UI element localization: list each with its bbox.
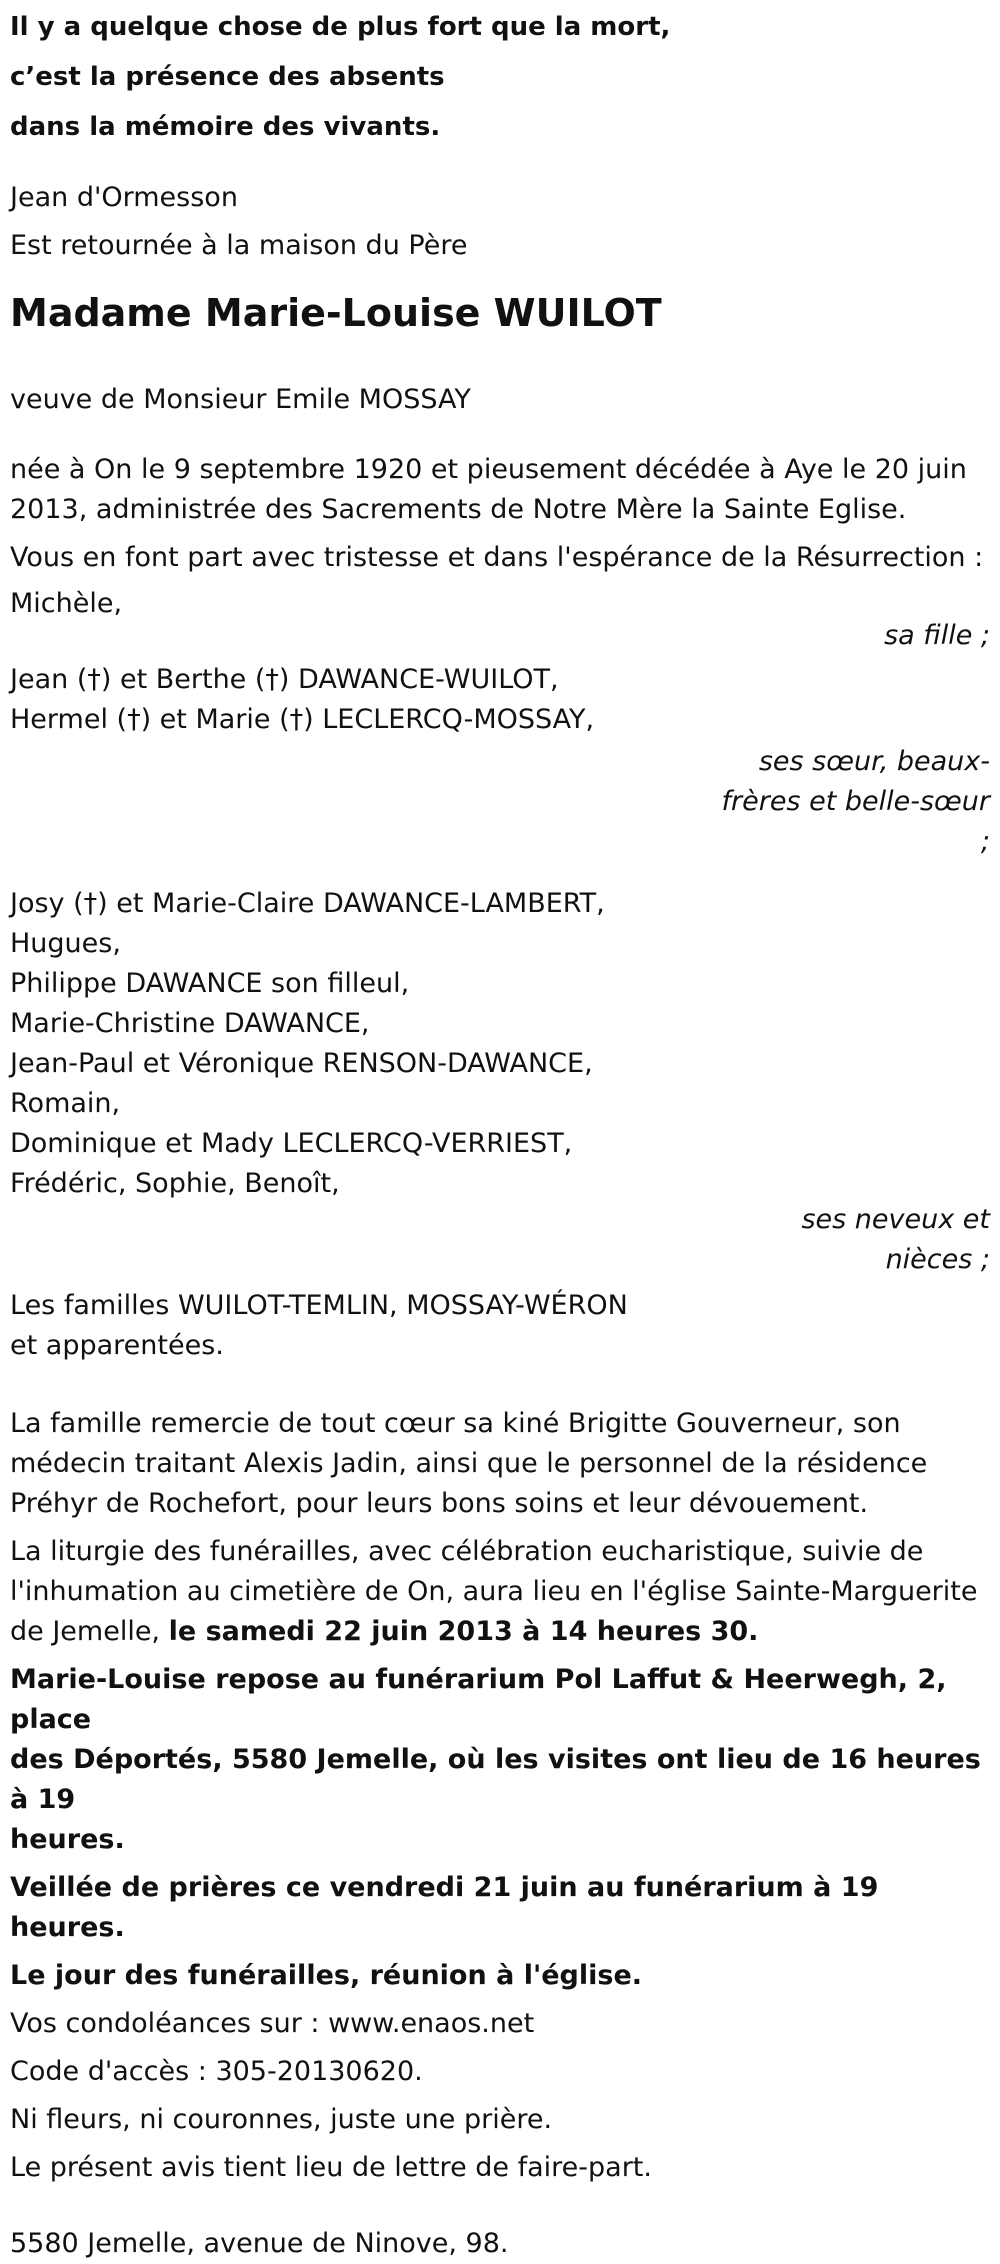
quote-line: dans la mémoire des vivants.: [10, 112, 441, 142]
birth-paragraph: [10, 450, 995, 530]
announce-line: Vous en font part avec tristesse et dans l'espérance de la Résurrection :: [10, 542, 984, 573]
sibling-line: Hermel (†) et Marie (†) LECLERCQ-MOSSAY,: [10, 704, 595, 735]
nephew-line: Josy (†) et Marie-Claire DAWANCE-LAMBERT,: [10, 888, 605, 919]
rest-line: Marie-Louise repose au funérarium Pol Laffut & Heerwegh, 2, place: [10, 1664, 947, 1735]
thanks-line: médecin traitant Alexis Jadin, ainsi que le personnel de la résidence: [10, 1448, 928, 1479]
quote-author: Jean d'Ormesson: [10, 182, 238, 213]
rest-line: des Déportés, 5580 Jemelle, où les visites ont lieu de 16 heures à 19: [10, 1744, 981, 1815]
daughter-name: Michèle,: [10, 588, 123, 619]
daughter-role: sa fille ;: [884, 620, 990, 651]
notice-line: Le présent avis tient lieu de lettre de faire-part.: [10, 2152, 652, 2183]
families-line: et apparentées.: [10, 1330, 224, 1361]
nephews-group: [10, 884, 990, 1280]
birth-line: née à On le 9 septembre 1920 et pieusement décédée à Aye le 20 juin: [10, 454, 967, 485]
liturgy-line: l'inhumation au cimetière de On, aura lieu en l'église Sainte-Marguerite: [10, 1576, 978, 1607]
thanks-line: Préhyr de Rochefort, pour leurs bons soins et leur dévouement.: [10, 1488, 869, 1519]
nephew-line: Jean-Paul et Véronique RENSON-DAWANCE,: [10, 1048, 593, 1079]
families-group: [10, 1286, 995, 1366]
thanks-paragraph: [10, 1404, 995, 1524]
sibling-line: Jean (†) et Berthe (†) DAWANCE-WUILOT,: [10, 664, 559, 695]
quote-line: c’est la présence des absents: [10, 62, 445, 92]
widow-line: veuve de Monsieur Emile MOSSAY: [10, 384, 471, 415]
vigil-line: Veillée de prières ce vendredi 21 juin au funérarium à 19 heures.: [10, 1872, 879, 1943]
liturgy-date: le samedi 22 juin 2013 à 14 heures 30.: [168, 1616, 759, 1647]
liturgy-paragraph: [10, 1532, 995, 1652]
liturgy-line: [10, 1612, 995, 1652]
no-flowers-line: Ni fleurs, ni couronnes, juste une prière.: [10, 2104, 553, 2135]
nephew-line: Marie-Christine DAWANCE,: [10, 1008, 370, 1039]
access-code-line: Code d'accès : 305-20130620.: [10, 2056, 423, 2087]
rest-line: heures.: [10, 1824, 125, 1855]
siblings-role: ses sœur, beaux-: [758, 746, 990, 777]
quote-block: [10, 2, 995, 152]
nephew-line: Frédéric, Sophie, Benoît,: [10, 1168, 340, 1199]
address-line: 5580 Jemelle, avenue de Ninove, 98.: [10, 2228, 509, 2259]
siblings-group: [10, 660, 990, 862]
deceased-name: Madame Marie-Louise WUILOT: [10, 291, 662, 335]
obituary-notice: [10, 0, 995, 2264]
nephew-line: Hugues,: [10, 928, 121, 959]
nephew-line: Philippe DAWANCE son filleul,: [10, 968, 410, 999]
siblings-role: frères et belle-sœur: [721, 786, 990, 817]
thanks-line: La famille remercie de tout cœur sa kiné Brigitte Gouverneur, son: [10, 1408, 901, 1439]
birth-line: 2013, administrée des Sacrements de Notre Mère la Sainte Eglise.: [10, 494, 907, 525]
nephew-line: Dominique et Mady LECLERCQ-VERRIEST,: [10, 1128, 573, 1159]
daughter-group: [10, 584, 990, 656]
nephews-role: ses neveux et: [801, 1204, 990, 1235]
nephews-role: nièces ;: [885, 1244, 990, 1275]
nephew-line: Romain,: [10, 1088, 121, 1119]
quote-line: Il y a quelque chose de plus fort que la mort,: [10, 12, 671, 42]
liturgy-place: de Jemelle,: [10, 1616, 169, 1647]
church-line: Le jour des funérailles, réunion à l'église.: [10, 1960, 643, 1991]
families-line: Les familles WUILOT-TEMLIN, MOSSAY-WÉRON: [10, 1290, 628, 1321]
returned-line: Est retournée à la maison du Père: [10, 230, 468, 261]
siblings-role: ;: [980, 826, 990, 857]
condolences-line: Vos condoléances sur : www.enaos.net: [10, 2008, 535, 2039]
liturgy-line: La liturgie des funérailles, avec célébration eucharistique, suivie de: [10, 1536, 924, 1567]
rest-paragraph: [10, 1660, 995, 1860]
